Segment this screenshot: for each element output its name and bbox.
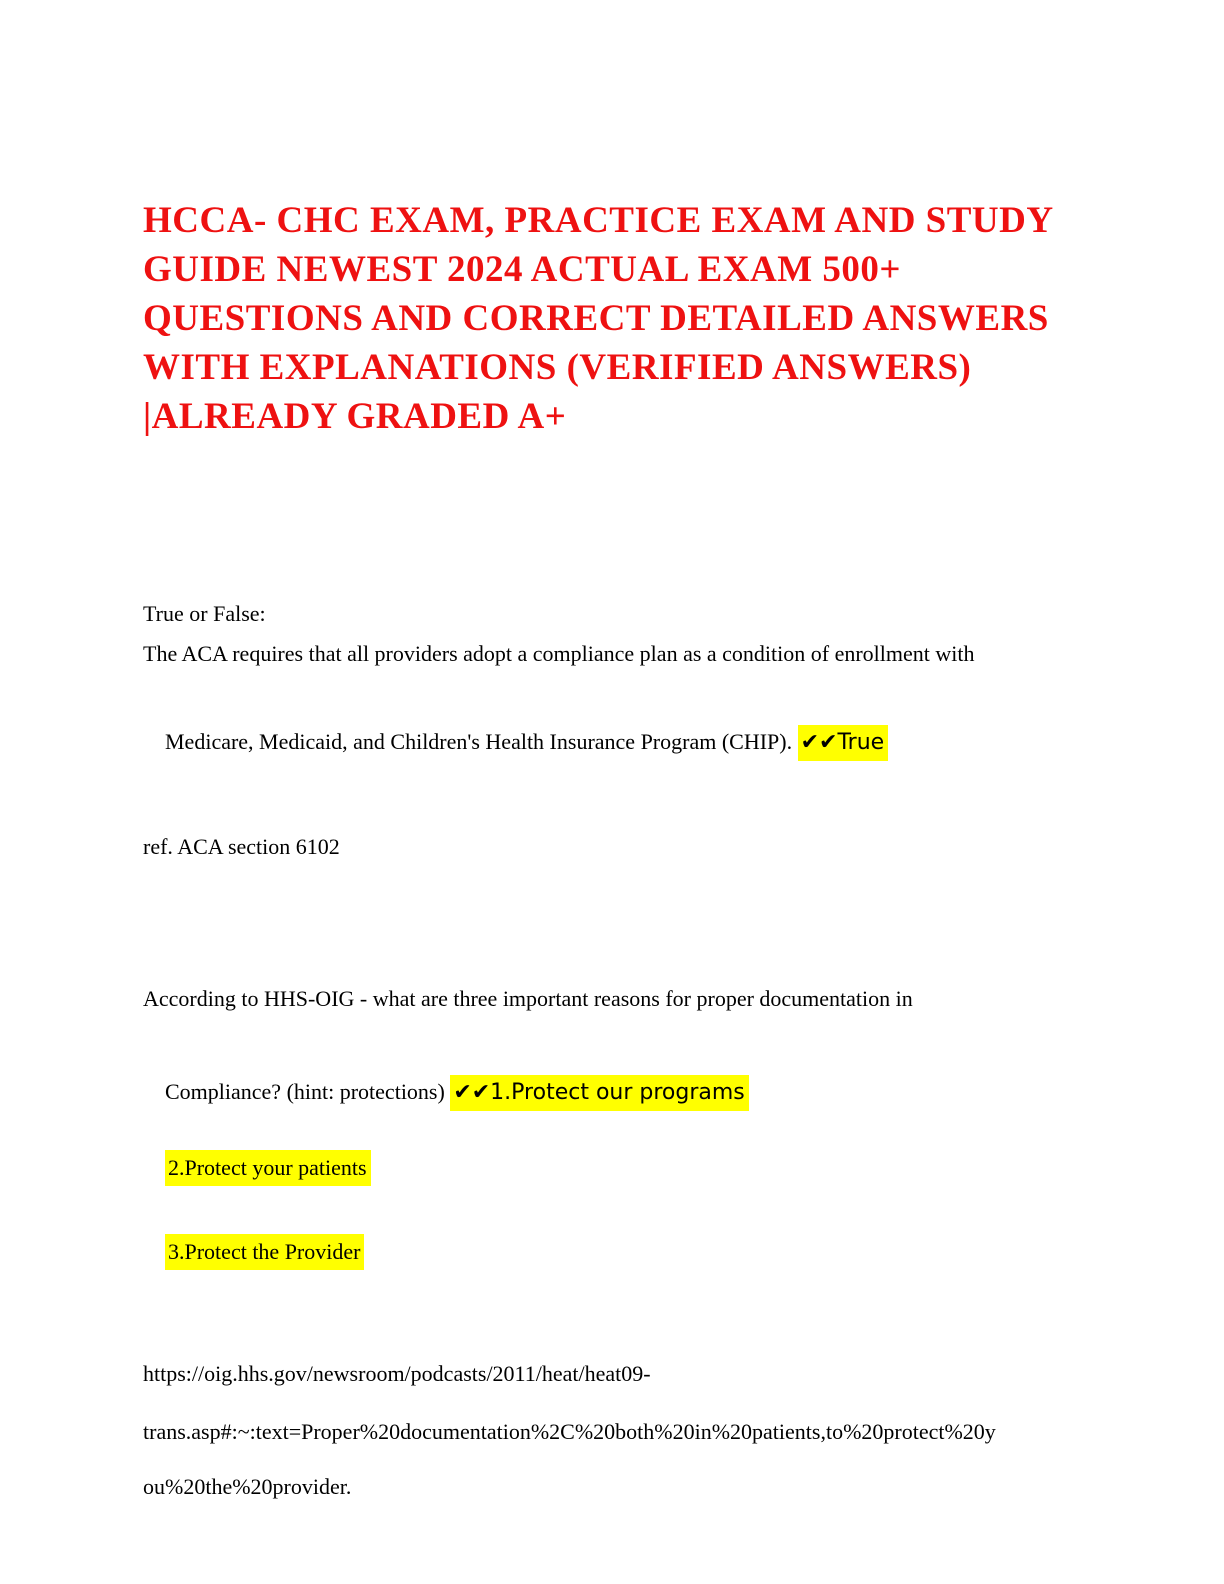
question2-answer2-highlight: 2.Protect your patients — [165, 1150, 371, 1186]
question2-prompt-line1: According to HHS-OIG - what are three important reasons for proper documentation in — [143, 986, 913, 1011]
reference-url-line3: ou%20the%20provider. — [143, 1474, 352, 1499]
question1-text: Medicare, Medicaid, and Children's Health Insurance Program (CHIP). — [165, 729, 798, 754]
question1-answer-highlight: ✔✔True — [798, 725, 889, 761]
question2-prompt-line2 — [143, 1050, 749, 1135]
title-line: HCCA- CHC EXAM, PRACTICE EXAM AND STUDY — [143, 200, 1054, 241]
question2-text: Compliance? (hint: protections) — [165, 1079, 451, 1104]
document-title — [143, 196, 1143, 441]
title-line: QUESTIONS AND CORRECT DETAILED ANSWERS — [143, 298, 1049, 339]
title-line: WITH EXPLANATIONS (VERIFIED ANSWERS) — [143, 347, 972, 388]
reference-url-line1: https://oig.hhs.gov/newsroom/podcasts/2011/heat/heat09- — [143, 1361, 651, 1386]
question1-reference: ref. ACA section 6102 — [143, 834, 340, 859]
question2-answer2-line — [143, 1126, 371, 1210]
question1-prompt-line2: The ACA requires that all providers adopt a compliance plan as a condition of enrollment with — [143, 641, 975, 666]
question2-answer3-line — [143, 1210, 364, 1294]
question2-answer3-highlight: 3.Protect the Provider — [165, 1234, 364, 1270]
question1-prompt-line3 — [143, 700, 888, 785]
title-line: GUIDE NEWEST 2024 ACTUAL EXAM 500+ — [143, 249, 901, 290]
reference-url-line2: trans.asp#:~:text=Proper%20documentation%2C%20both%20in%20patients,to%20protect%20y — [143, 1419, 996, 1444]
title-line: |ALREADY GRADED A+ — [143, 396, 567, 437]
question1-prompt-line1: True or False: — [143, 601, 266, 626]
question2-answer1-highlight: ✔✔1.Protect our programs — [450, 1075, 748, 1111]
